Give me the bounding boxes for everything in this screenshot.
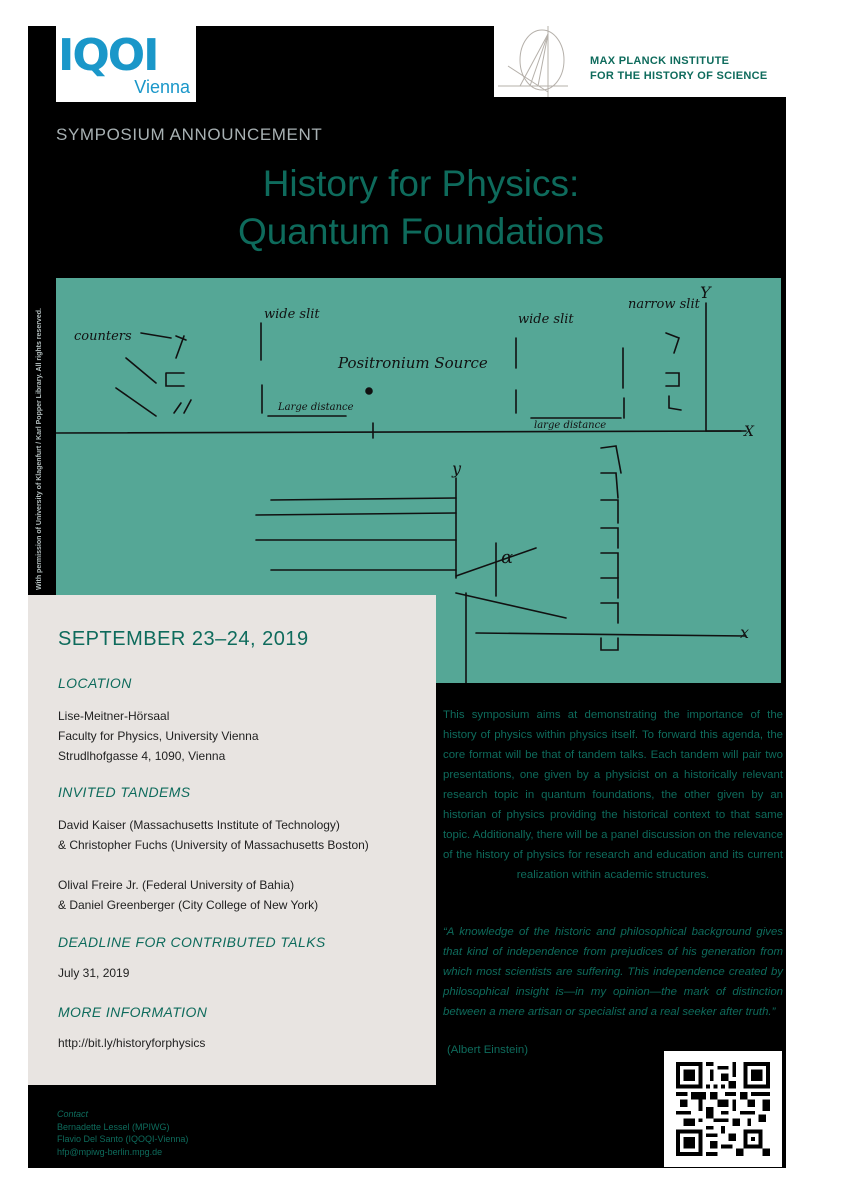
image-credit: With permission of University of Klagenfurt / Karl Popper Library. All rights reserved. [36,308,43,590]
title-line-2: Quantum Foundations [237,211,605,252]
contact-block [57,1108,188,1158]
contact-person: Flavio Del Santo (IQOQI-Vienna) [57,1134,189,1144]
label-angle-alpha: α [501,547,514,568]
contact-person: Bernadette Lessel (MPIWG) [57,1121,170,1132]
label-axis-y: Y [700,283,711,302]
label-large-distance-2: large distance [534,420,607,431]
contact-label: Contact [57,1109,89,1119]
label-positronium-source: Positronium Source [338,354,488,372]
qr-code-icon [676,1062,770,1156]
label-wide-slit-1: wide slit [264,307,320,322]
event-date: SEPTEMBER 23–24, 2019 [58,628,309,650]
iqoqi-logo-mark: IQOI [58,30,158,81]
tandem-pair-1 [58,815,369,855]
mpi-geometric-emblem-icon [498,26,578,97]
more-info-heading: MORE INFORMATION [58,1004,208,1020]
label-axis-x2: x [740,623,750,642]
mpi-logo-line1: MAX PLANCK INSTITUTE [590,55,730,67]
location-line: Faculty for Physics, University Vienna [58,729,259,743]
tandem-speaker: & Daniel Greenberger (City College of New York) [58,898,319,912]
label-narrow-slit: narrow slit [628,297,700,312]
label-axis-x: X [744,424,754,440]
label-large-distance-1: Large distance [278,402,354,413]
tandem-speaker: Olival Freire Jr. (Federal University of Bahia) [58,878,295,892]
page-title [0,160,842,256]
iqoqi-logo [56,26,196,102]
location-line: Strudlhofgasse 4, 1090, Vienna [58,749,226,763]
tandem-speaker: David Kaiser (Massachusetts Institute of Technology) [58,818,340,832]
contact-email[interactable]: hfp@mpiwg-berlin.mpg.de [57,1146,163,1157]
event-info-panel [28,595,436,1085]
mpi-logo [494,26,786,97]
location-line: Lise-Meitner-Hörsaal [58,709,170,723]
einstein-quote: “A knowledge of the historic and philosophical background gives that kind of independence from prejudices of his generation from which most scientists are suffering. This independence created by philosophical insight is—in my opinion—the mark of distinction between a mere artisan or specialist and a real seeker after truth.” [443,926,783,1018]
symposium-description: This symposium aims at demonstrating the importance of the history of physics within physics itself. To forward this agenda, the core format will be that of tandem talks. Each tandem will pair two presentations, one given by a physicist on a historically relevant research topic in quantum foundations, the other given by an historian of physics providing the historical context to that same topic. Additionally, there will be a panel discussion on the relevance of the history of physics for research and education and its current realization within academic structures. [443,709,783,881]
tandems-heading: INVITED TANDEMS [58,784,191,800]
quote-attribution: (Albert Einstein) [447,1044,529,1056]
more-info-link[interactable]: http://bit.ly/historyforphysics [58,1036,206,1050]
symposium-kicker: SYMPOSIUM ANNOUNCEMENT [56,125,323,144]
mpi-logo-line2: FOR THE HISTORY OF SCIENCE [590,70,768,82]
location-heading: LOCATION [58,675,132,691]
location-details [58,706,259,766]
deadline-value: July 31, 2019 [58,966,130,980]
title-line-1: History for Physics: [262,163,580,204]
qr-code[interactable] [664,1051,782,1167]
label-counters: counters [74,329,132,344]
tandem-pair-2 [58,875,318,915]
label-wide-slit-2: wide slit [518,312,574,327]
iqoqi-logo-sub: Vienna [134,77,190,97]
label-axis-y2: y [452,459,462,478]
deadline-heading: DEADLINE FOR CONTRIBUTED TALKS [58,934,326,950]
tandem-speaker: & Christopher Fuchs (University of Massachusetts Boston) [58,838,369,852]
